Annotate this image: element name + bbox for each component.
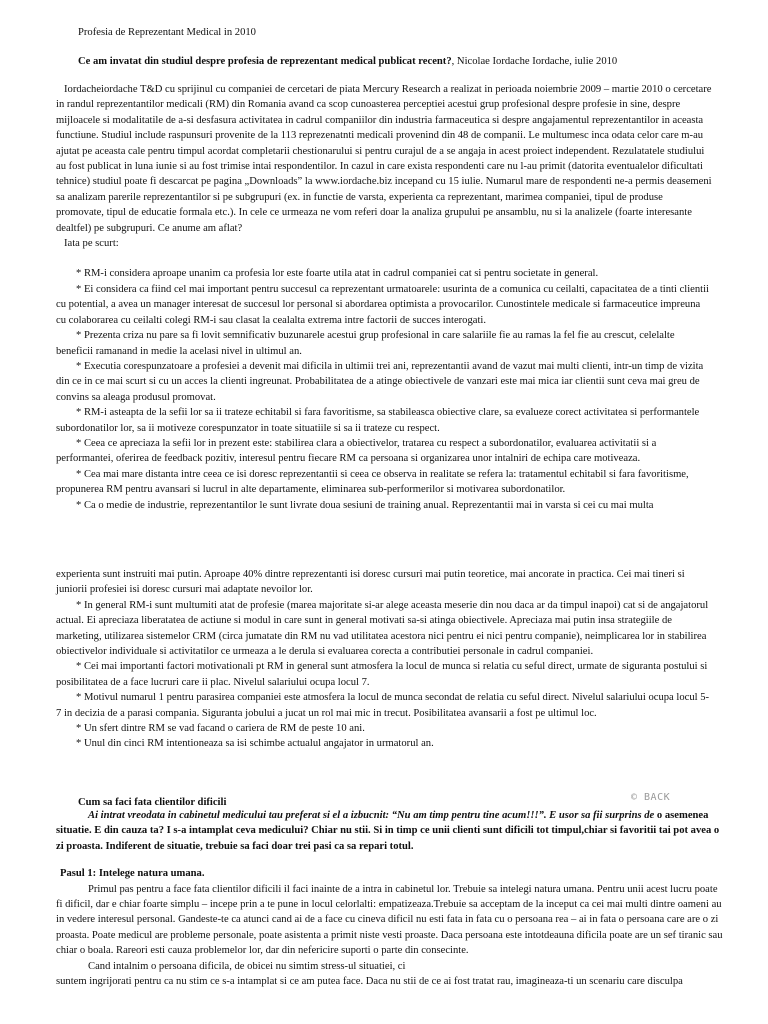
- lead-byline: , Nicolae Iordache Iordache, iulie 2010: [451, 56, 618, 67]
- lead-question: Ce am invatat din studiul despre profesia de reprezentant medical publicat recent?: [78, 56, 452, 67]
- section-intro: [56, 808, 724, 854]
- intro-rest: o asemenea situatie. E din cauza ta? I s-a intamplat ceva medicului? Chiar nu stii. Si in timp ce unii clienti sunt dificili tot timpul,chiar si favoritii tai pot avea o zi proasta. Indiferent de situatie, trebuie sa faci doar trei pasi ca sa repari totul.: [56, 810, 720, 852]
- bullet-item: * Motivul numarul 1 pentru parasirea companiei este atmosfera la locul de munca secondat de relatia cu seful direct. Nivelul salariului ocupa locul 5-7 in decizia de a parasi compania. Siguranta jobului a jucat un rol mai mic in trecut. Posibilitatea avansarii a fost pe ultimul loc.: [56, 692, 710, 719]
- bullet-item: * Cea mai mare distanta intre ceea ce isi doresc reprezentantii si ceea ce observa in realitate se refera la: tratamentul echitabil si fara favoritisme, propunerea RM pentru avansari si lucrul in alte departamente, eliminarea sub-performerilor si motivarea subordonatilor.: [56, 468, 689, 496]
- lead-line: [78, 54, 738, 69]
- bullet-item: * Ca o medie de industrie, reprezentantilor le sunt livrate doua sesiuni de training anual. Reprezentantii mai in varsta si cei cu mai multa: [76, 499, 654, 511]
- bullet-item: * RM-i asteapta de la sefii lor sa ii trateze echitabil si fara favoritisme, sa stabileasca obiective clare, sa evalueze corect activitatea si performantele subordonatilor lor, sa ii motiveze corespunzator in toate situatiile si sa ii trateze cu respect.: [56, 407, 700, 434]
- bullet-item: * Executia corespunzatoare a profesiei a devenit mai dificila in ultimii trei ani, reprezentantii avand de vazut mai multi clienti, intr-un timp de vizita din ce in ce mai scurt si cu un acces la clienti ingreunat. Probabilitatea de a atinge obiectivele de vanzari este mai mica iar clientii sunt ceva mai greu de convins sa aleaga produsul promovat.: [56, 360, 704, 403]
- step1-paragraph-3: suntem ingrijorati pentru ca nu stim ce s-a intamplat si ce am putea face. Daca nu stii de ce ai fost tratat rau, imagineaza-ti un scenariu care disculpa: [56, 976, 683, 988]
- intro-paragraph: Iordacheiordache T&D cu sprijinul cu companiei de cercetari de piata Mercury Research a realizat in perioada noiembrie 2009 – martie 2010 o cercetare in randul reprezentantilor medicali (RM) din Romania avand ca scop cunoasterea perceptiei acestui grup profesional despre profesie in sine, despre mijloacele si modalitatile de a-si desfasura activitatea in cadrul companiilor din industria farmaceutica si despre angajamentul reprezentantilor in aceasta functiune. Studiul include raspunsuri provenite de la 113 reprezenatnti medicali provenind din 48 de companii. Le multumesc inca odata celor care m-au ajutat pe aceasta cale pentru timpul acordat completarii chestionarului si pentru curajul de a se angaja in acest proiect independent. Rezulatatele studiului au fost publicat in luna iunie si au fost trimise intai respondentilor. In cazul in care exista respondenti care nu l-au primit (datorita eventualelor dificultati tehnice) studiul poate fi descarcat pe pagina „Downloads” la www.iordache.biz incepand cu 15 iulie. Numarul mare de respondenti ne-a permis deasemeni sa analizam parerile reprezentantilor si pe subgrupuri (ex. in functie de varsta, experienta ca reprezentant, marimea companiei, tipul de produse promovate, tipul de educatie formala etc.). In cele ce urmeaza ne vom referi doar la analiza grupului pe ansamblu, nu si la analizele (foarte interesante dealtfel) pe subgrupuri. Ce anume am aflat?: [56, 84, 712, 234]
- spacer: [56, 251, 712, 266]
- step1-paragraph-2: Cand intalnim o persoana dificila, de obicei nu simtim stress-ul situatiei, ci: [88, 960, 406, 972]
- step1-title: Pasul 1: Intelege natura umana.: [60, 868, 205, 880]
- section-title: Cum sa faci fata clientilor dificili: [78, 797, 227, 808]
- short-summary-label: Iata pe scurt:: [64, 238, 119, 250]
- bullet-item: * Cei mai importanti factori motivationali pt RM in general sunt atmosfera la locul de munca si relatia cu seful direct, urmate de siguranta postului si posibilitatea de a face lucruri care ii plac. Nivelul salariului ocupa locul 7.: [56, 661, 708, 688]
- bullet-item: * Unul din cinci RM intentioneaza sa isi schimbe actualul angajator in urmatorul an.: [76, 738, 434, 750]
- section-body: [56, 808, 724, 989]
- bullet-item: * Ei considera ca fiind cel mai important pentru succesul ca reprezentant urmatoarele: usurinta de a comunica cu ceilalti, capacitatea de a tinti clientii cu potential, a avea un manager interesat de succesul lor personal si abordarea optimista a provocarilor. Cunostintele medicale si farmaceutice impreuna cu colaborarea cu ceilalti colegi RM-i sau clasat la cealalta extrema intre factorii de succes interogati.: [56, 283, 709, 326]
- article-body-part1: [56, 82, 712, 513]
- intro-quote: Ai intrat vreodata in cabinetul medicului tau preferat si el a izbucnit: “Nu am timp pentru tine acum!!!”. E usor sa fii surprins de: [88, 810, 655, 821]
- document-header: Profesia de Reprezentant Medical in 2010: [78, 27, 256, 38]
- bullet-item: * Ceea ce apreciaza la sefii lor in prezent este: stabilirea clara a obiectivelor, tratarea cu respect a subordonatilor, evaluarea activitatii si a performantei, oferirea de feedback pozitiv, interesul pentru fiecare RM ca persoana si organizarea unor intalniri de echipa care motiveaza.: [56, 437, 657, 465]
- bullet-item: * RM-i considera aproape unanim ca profesia lor este foarte utila atat in cadrul companiei cat si pentru societate in general.: [76, 268, 599, 280]
- bullet-item: * In general RM-i sunt multumiti atat de profesie (marea majoritate si-ar alege aceasta meserie din nou daca ar da timpul inapoi) cat si de angajatorul actual. Ei apreciaza liberatatea de actiune si modul in care sunt in general motivati sa-si atinga obiectivele. Apreciaza mai putin insa strategiile de marketing, utilizarea sistemelor CRM (circa jumatate din RM nu vad utilitatea acestora nici pentru ei nici pentru companie), neimplicarea lor in stabilirea obiectivelor individuale si activitatilor ce urmeaza a le derula si evaluarea corecta a contributiei personale in cadrul companiei.: [56, 599, 709, 658]
- step1-paragraph: Primul pas pentru a face fata clientilor dificili il faci inainte de a intra in cabinetul lor. Trebuie sa intelegi natura umana. Pentru unii acest lucru poate fi dificil, dar e chiar foarte simplu – incepe prin a te pune in locul celorlalti: empatizeaza.Trebuie sa acceptam de la inceput ca cei mai multi dintre oameni au in vedere interesul personal. Gandeste-te ca atunci cand ai de a face cu cineva dificil nu esti fata in fata cu o persoana rea – ai in fata o persoana care are o zi proasta. Poate medicul are probleme personale, poate asistenta a primit niste vesti proaste. Daca persoana este intotdeauna dificila poate are un sef tiranic sau chiar o boala. Rareori esti cauza problemelor lor, dar din nefericire suporti o parte din consecinte.: [56, 883, 723, 957]
- continued-paragraph: experienta sunt instruiti mai putin. Aproape 40% dintre reprezentanti isi doresc cursuri mai putin teoretice, mai ancorate in practica. Cei mai tineri si juniorii profesiei isi doresc cursuri mai adaptate nevoilor lor.: [56, 569, 685, 596]
- bullet-item: * Un sfert dintre RM se vad facand o cariera de RM de peste 10 ani.: [76, 723, 365, 735]
- bullet-item: * Prezenta criza nu pare sa fi lovit semnificativ buzunarele acestui grup profesional in care salariile fie au ramas la fel fie au crescut, celelalte beneficii ramanand in medie la acelasi nivel in ultimul an.: [56, 330, 675, 357]
- back-link[interactable]: © BACK: [631, 792, 671, 803]
- article-body-part2: [56, 567, 712, 752]
